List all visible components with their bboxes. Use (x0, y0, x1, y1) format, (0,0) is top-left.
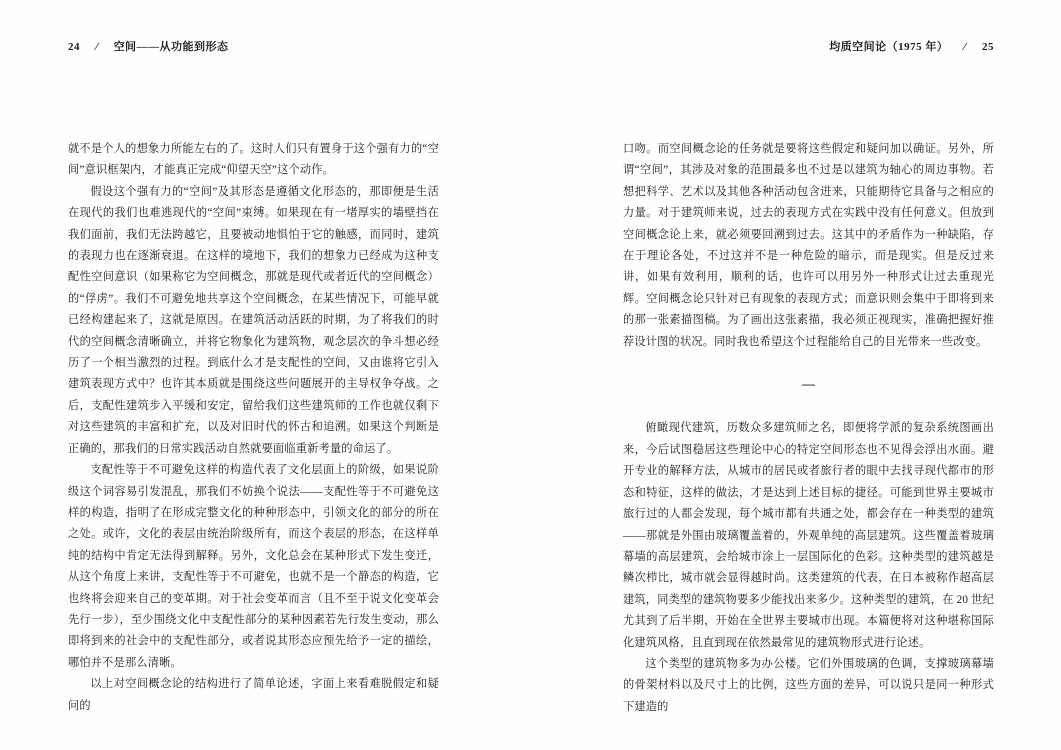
left-running-header (68, 38, 439, 54)
paragraph: 支配性等于不可避免这样的构造代表了文化层面上的阶级，如果说阶级这个词容易引发混乱，那我们不妨换个说法——支配性等于不可避免这样的构造，指明了在形成完整文化的种种形态中，引领文化的部分的所在之处。或许，文化的表层由统治阶级所有，而这个表层的形态，在这样单纯的结构中肯定无法得到解释。另外，文化总会在某种形式下发生变迁，从这个角度上来讲，支配性等于不可避免，也就不是一个静态的构造，它也终将会迎来自己的变革期。对于社会变革而言（且不至于说文化变革会先行一步），至少围绕文化中支配性部分的某种因素若先行发生变动，那么即将到来的社会中的支配性部分，或者说其形态应预先给予一定的描绘，哪怕并不是那么清晰。 (68, 464, 439, 669)
paragraph: 假设这个强有力的“空间”及其形态是遵循文化形态的，那即便是生活在现代的我们也难逃现代的“空间”束缚。如果现在有一堵厚实的墙壁挡在我们面前，我们无法跨越它，且要被动地惧怕于它的触感，而同时，建筑的表现力也在逐渐衰退。在这样的境地下，我们的想象力已经成为这种支配性空间意识（如果称它为空间概念，那就是现代或者近代的空间概念）的“俘虏”。我们不可避免地共享这个空间概念，在某些情况下，可能早就已经构建起来了，这就是原因。在建筑活动活跃的时期，为了将我们的时代的空间概念清晰确立，并将它物象化为建筑物，观念层次的争斗想必经历了一个相当激烈的过程。到底什么才是支配性的空间，又由谁将它引入建筑表现方式中？也许其本质就是围绕这些问题展开的主导权争夺战。之后，支配性建筑步入平缓和安定，留给我们这些建筑师的工作也就仅剩下对这些建筑的丰富和扩充，以及对旧时代的怀古和追溯。如果这个判断是正确的，那我们的日常实践活动自然就要面临重新考量的命运了。 (68, 185, 439, 455)
right-running-title: 均质空间论（1975 年） (829, 41, 949, 53)
right-page-number: 25 (982, 41, 994, 53)
right-running-header (623, 38, 994, 54)
left-page-number: 24 (68, 41, 80, 53)
right-page (623, 38, 994, 718)
paragraph: 俯瞰现代建筑，历数众多建筑师之名，即便将学派的复杂系统图画出来，今后试图稳居这些理论中心的特定空间形态也不见得会浮出水面。避开专业的解释方法，从城市的居民或者旅行者的眼中去找寻现代都市的形态和特征，这样的做法，才是达到上述目标的捷径。可能到世界主要城市旅行过的人都会发现，每个城市都有共通之处，都会存在一种类型的建筑——那就是外围由玻璃覆盖着的，外观单纯的高层建筑。这些覆盖着玻璃幕墙的高层建筑，会给城市涂上一层国际化的色彩。这种类型的建筑越是鳞次栉比，城市就会显得越时尚。这类建筑的代表，在日本被称作超高层建筑，同类型的建筑物要多少能找出来多少。这种类型的建筑，在 20 世纪尤其到了后半期，开始在全世界主要城市出现。本篇便将对这种堪称国际化建筑风格，且直到现在依然最常见的建筑物形式进行论述。 (623, 422, 994, 649)
left-running-title: 空间——从功能到形态 (113, 41, 229, 53)
header-slash-separator: / (94, 41, 100, 53)
header-slash-separator: / (962, 41, 968, 53)
paragraph: 这个类型的建筑物多为办公楼。它们外围玻璃的色调，支撑玻璃幕墙的骨架材料以及尺寸上的比例，这些方面的差异，可以说只是同一种形式下建造的 (623, 657, 994, 713)
section-divider: — (802, 376, 815, 392)
left-page-body (68, 139, 439, 717)
paragraph: 就不是个人的想象力所能左右的了。这时人们只有置身于这个强有力的“空间”意识框架内，才能真正完成“仰望天空”这个动作。 (68, 143, 439, 177)
right-page-body (623, 139, 994, 718)
paragraph: 以上对空间概念论的结构进行了简单论述，字面上来看难脱假定和疑问的 (68, 678, 439, 712)
paragraph: 口吻。而空间概念论的任务就是要将这些假定和疑问加以确证。另外，所谓“空间”，其涉及对象的范围最多也不过是以建筑为轴心的周边事物。若想把科学、艺术以及其他各种活动包含进来，只能期待它具备与之相应的力量。对于建筑师来说，过去的表现方式在实践中没有任何意义。但放到空间概念论上来，就必须要回溯到过去。这其中的矛盾作为一种缺陷，存在于理论各处，不过这并不是一种危险的暗示，而是现实。但是反过来讲，如果有效利用，顺利的话，也许可以用另外一种形式让过去重现光辉。空间概念论只针对已有现象的表现方式；而意识则会集中于即将到来的那一张素描图稿。为了画出这张素描，我必须正视现实，准确把握好推荐设计图的状况。同时我也希望这个过程能给自己的目光带来一些改变。 (623, 143, 994, 348)
left-page (68, 38, 439, 718)
